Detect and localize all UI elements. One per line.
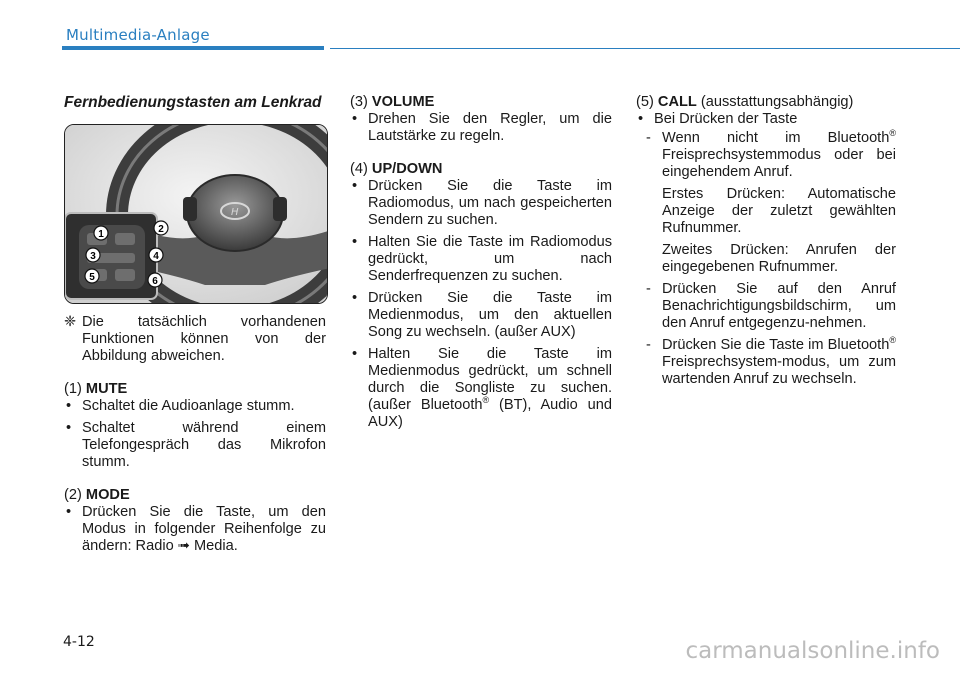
callout-5 [85,269,99,283]
sub-item: - Drücken Sie die Taste im Bluetooth® Freisprechsystem-modus, um zum wartenden Anruf zu wechseln. [646,335,896,387]
callout-3 [86,248,100,262]
figure-note [64,314,326,365]
callout-1 [94,226,108,240]
svg-text:5: 5 [89,272,95,283]
svg-text:3: 3 [90,251,96,262]
list-item: • Drehen Sie den Regler, um die Lautstärke zu regeln. [350,111,612,145]
sub-item: - Drücken Sie auf den Anruf Benachrichtigungsbildschirm, um den Anruf entgegenzu-nehmen. [646,281,896,331]
svg-text:H: H [231,207,239,218]
volume-heading: (3) VOLUME [350,94,435,110]
list-item: • Drücken Sie die Taste, um den Modus in folgender Reihenfolge zu ändern: Radio ➟ Media. [64,504,326,555]
column-3 [636,94,896,388]
callout-6 [148,273,162,287]
list-item: • Schaltet während einem Telefongespräch das Mikrofon stumm. [64,420,326,471]
sub-paragraph: Erstes Drücken: Automatische Anzeige der zuletzt gewählten Rufnummer. [662,186,896,236]
svg-text:6: 6 [152,276,158,287]
sub-item: - Wenn nicht im Bluetooth® Freisprechsystemmodus oder bei eingehendem Anruf. [646,128,896,180]
list-item: • Drücken Sie die Taste im Medienmodus, um den aktuellen Song zu wechseln. (außer AUX) [350,290,612,341]
list-item: • Bei Drücken der Taste [636,111,896,128]
note-text: Die tatsächlich vorhandenen Funktionen können von der Abbildung abweichen. [82,314,326,364]
list-item: • Schaltet die Audioanlage stumm. [64,398,326,415]
svg-text:1: 1 [98,229,104,240]
callout-4 [149,248,163,262]
list-item: • Halten Sie die Taste im Medienmodus gedrückt, um schnell durch die Songliste zu suchen. (außer Bluetooth® (BT), Audio und AUX) [350,346,612,431]
mute-heading: (1) MUTE [64,381,128,397]
watermark: carmanualsonline.info [685,638,940,664]
steering-wheel-illustration [65,125,327,303]
sub-paragraph: Zweites Drücken: Anrufen der eingegebenen Rufnummer. [662,242,896,275]
section-title: Fernbedienungstasten am Lenkrad [64,94,322,111]
column-1 [64,94,326,555]
list-item: • Halten Sie die Taste im Radiomodus gedrückt, um nach Senderfrequenzen zu suchen. [350,234,612,285]
list-item: • Drücken Sie die Taste im Radiomodus, um nach gespeicherten Sendern zu suchen. [350,178,612,229]
callout-2 [154,221,168,235]
note-mark: ❈ [64,314,77,330]
call-heading: (5) CALL (ausstattungsabhängig) [636,94,854,110]
page-number: 4-12 [63,634,95,650]
steering-wheel-figure [64,124,328,304]
updown-heading: (4) UP/DOWN [350,161,443,177]
svg-text:2: 2 [158,224,164,235]
svg-text:4: 4 [153,251,159,262]
header-rule-thin [330,48,960,49]
column-2 [350,94,612,431]
mode-heading: (2) MODE [64,487,130,503]
header-rule-thick [62,46,324,50]
header-section-title: Multimedia-Anlage [66,26,210,44]
